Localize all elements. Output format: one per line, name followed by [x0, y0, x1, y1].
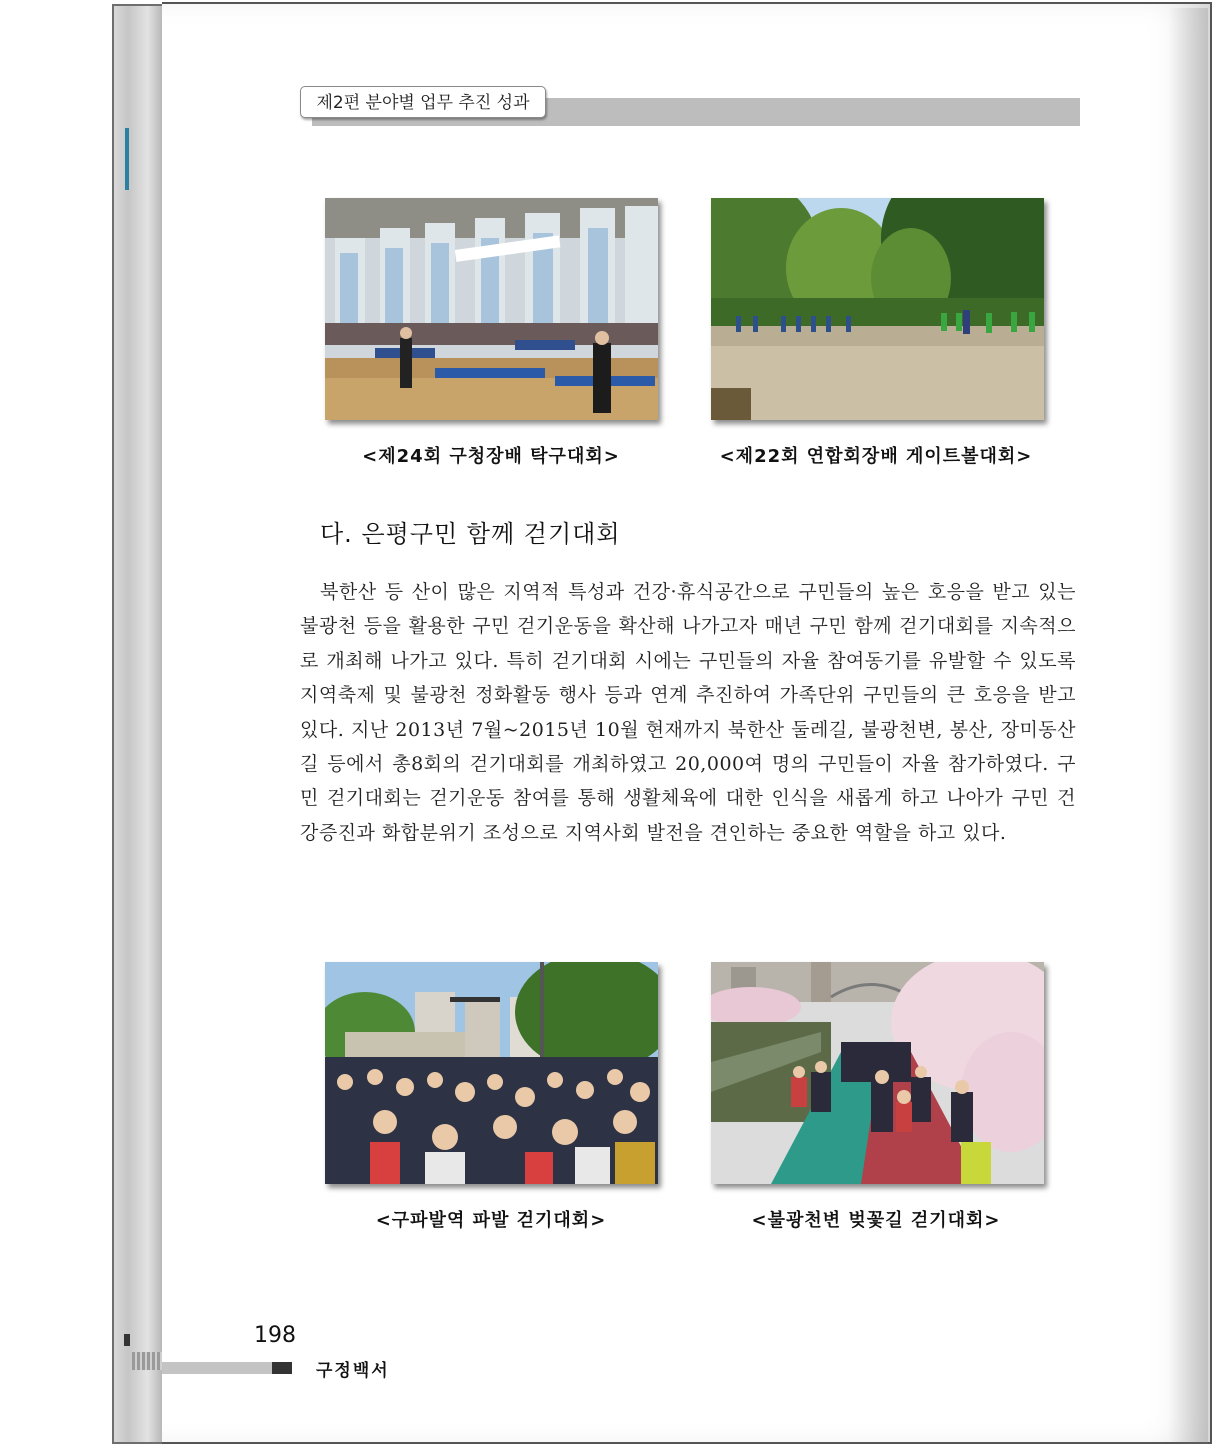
photo-table-tennis: [325, 198, 658, 420]
photo-caption: <불광천변 벚꽃길 걷기대회>: [751, 1210, 1001, 1231]
book-spine: [112, 4, 164, 1444]
spine-mark: [124, 1334, 130, 1346]
page-edge-shadow: [1168, 8, 1208, 1444]
footer-bar-accent: [272, 1362, 292, 1374]
spine-bar: [132, 1352, 162, 1370]
section-header-tab: 제2편 분야별 업무 추진 성과: [300, 86, 546, 118]
page-number: 198: [254, 1323, 296, 1348]
photo-cherry-blossom-walk: [711, 962, 1044, 1184]
photo-caption: <제22회 연합회장배 게이트볼대회>: [719, 446, 1033, 467]
book-title: 구정백서: [316, 1361, 390, 1381]
section-title: 다. 은평구민 함께 걷기대회: [320, 520, 621, 548]
photo-gupabal-walk: [325, 962, 658, 1184]
spine-accent-stripe: [125, 128, 129, 190]
photo-caption: <구파발역 파발 걷기대회>: [375, 1210, 607, 1231]
photo-caption: <제24회 구청장배 탁구대회>: [362, 446, 620, 467]
photo-gateball: [711, 198, 1044, 420]
section-body: 북한산 등 산이 많은 지역적 특성과 건강·휴식공간으로 구민들의 높은 호응을 받고 있는 불광천 등을 활용한 구민 걷기운동을 확산해 나가고자 매년 구민 함께 걷기대회를 지속적으로 개최해 나가고 있다. 특히 걷기대회 시에는 구민들의 자율 참여동기를 유발할 수 있도록 지역축제 및 불광천 정화활동 행사 등과 연계 추진하여 가족단위 구민들의 큰 호응을 받고 있다. 지난 2013년 7월~2015년 10월 현재까지 북한산 둘레길, 불광천변, 봉산, 장미동산 길 등에서 총8회의 걷기대회를 개최하였고 20,000여 명의 구민들이 자율 참가하였다. 구민 걷기대회는 걷기운동 참여를 통해 생활체육에 대한 인식을 새롭게 하고 나아가 구민 건강증진과 화합분위기 조성으로 지역사회 발전을 견인하는 중요한 역할을 하고 있다.: [300, 581, 1076, 844]
